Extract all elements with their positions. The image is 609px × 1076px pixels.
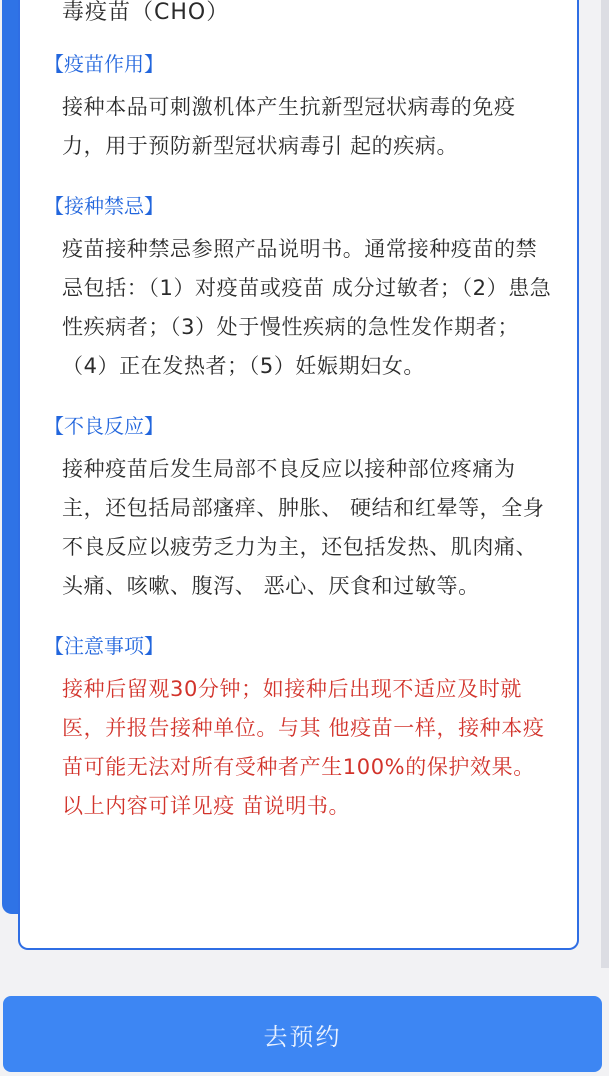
section-title-vaccine-effect: 【疫苗作用】 xyxy=(44,52,164,76)
make-appointment-button[interactable]: 去预约 xyxy=(3,996,602,1072)
section-body-vaccine-effect: 接种本品可刺激机体产生抗新型冠状病毒的免疫力，用于预防新型冠状病毒引 起的疾病。 xyxy=(62,95,516,158)
section-body-contraindications: 疫苗接种禁忌参照产品说明书。通常接种疫苗的禁忌包括：（1）对疫苗或疫苗 成分过敏者；（2）患急性疾病者；（3）处于慢性疾病的急性发作期者；（4）正在发热者；（5）妊娠期妇女。 xyxy=(62,237,552,378)
section-vaccine-effect xyxy=(44,50,555,166)
section-title-adverse-reactions: 【不良反应】 xyxy=(44,414,164,438)
section-precautions xyxy=(44,632,555,826)
section-body-adverse-reactions: 接种疫苗后发生局部不良反应以接种部位疼痛为主，还包括局部瘙痒、肿胀、 硬结和红晕等，全身不良反应以疲劳乏力为主，还包括发热、肌肉痛、头痛、咳嗽、腹泻、 恶心、厌食和过敏等。 xyxy=(62,457,545,598)
section-title-precautions: 【注意事项】 xyxy=(44,634,164,658)
vaccine-name-tail: 毒疫苗（CHO） xyxy=(62,0,230,25)
card-stack-decoration-right xyxy=(601,0,609,968)
section-contraindications xyxy=(44,192,555,386)
section-adverse-reactions xyxy=(44,412,555,606)
vaccine-info-card xyxy=(18,0,579,950)
section-body-precautions: 接种后留观30分钟；如接种后出现不适应及时就医，并报告接种单位。与其 他疫苗一样，接种本疫苗可能无法对所有受种者产生100%的保护效果。以上内容可详见疫 苗说明书。 xyxy=(62,677,545,818)
section-title-contraindications: 【接种禁忌】 xyxy=(44,194,164,218)
